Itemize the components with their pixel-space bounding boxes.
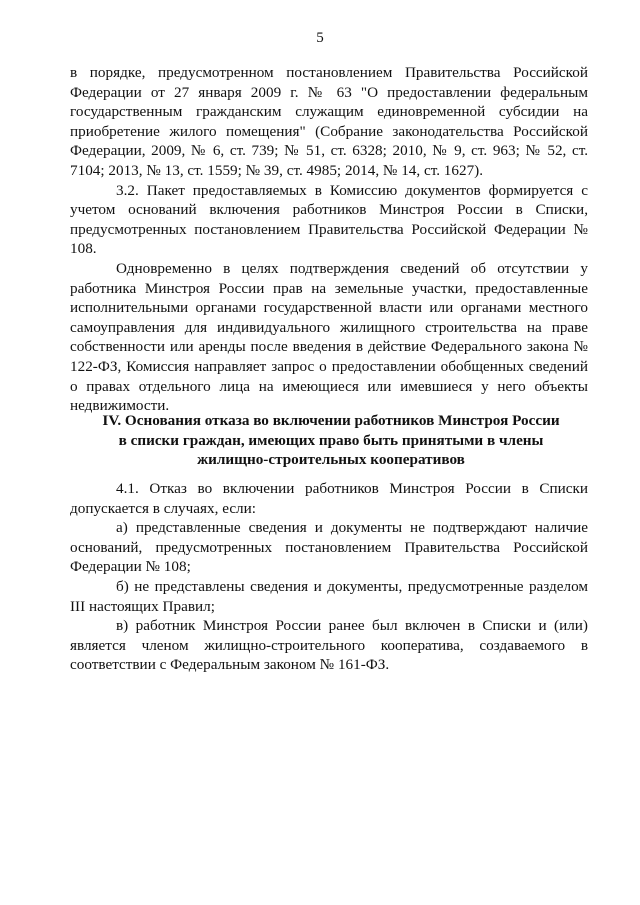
list-item-a: а) представленные сведения и документы не подтверждают наличие оснований, предусмотренных постановлением Правительства Российской Федерации № 108; [70,519,588,576]
section-heading: IV. Основания отказа во включении работников Минстроя России в списки граждан, имеющих право быть принятыми в члены жилищно-строительных кооперативов [102,412,560,469]
paragraph-3-2: 3.2. Пакет предоставляемых в Комиссию документов формируется с учетом оснований включения работников Минстроя России в Списки, предусмотренных постановлением Правительства Российской Федерации № 108. [70,181,588,258]
body-bottom [70,479,588,675]
page-number: 5 [316,30,324,46]
paragraph-simultaneously: Одновременно в целях подтверждения сведений об отсутствии у работника Минстроя России прав на земельные участки, предоставленные исполнительными органами государственной власти или органами местного самоуправления для индивидуального жилищного строительства на праве собственности или аренды после введения в действие Федерального закона № 122-ФЗ, Комиссия направляет запрос о предоставлении обобщенных сведений о правах отдельного лица на имеющиеся или имевшиеся у него объекты недвижимости. [70,259,588,415]
paragraph-continuation: в порядке, предусмотренном постановлением Правительства Российской Федерации от 27 января 2009 г. № 63 "О предоставлении федеральным государственным гражданским служащим единовременной субсидии на приобретение жилого помещения" (Собрание законодательства Российской Федерации, 2009, № 6, ст. 739; № 51, ст. 6328; 2010, № 9, ст. 963; № 52, ст. 7104; 2013, № 13, ст. 1559; № 39, ст. 4985; 2014, № 14, ст. 1627). [70,64,588,179]
list-item-b: б) не представлены сведения и документы, предусмотренные разделом III настоящих Правил; [70,577,588,615]
body-top [70,63,588,416]
list-item-c: в) работник Минстроя России ранее был включен в Списки и (или) является членом жилищно-строительного кооператива, создаваемого в соответствии с Федеральным законом № 161-ФЗ. [70,617,588,674]
paragraph-4-1: 4.1. Отказ во включении работников Минстроя России в Списки допускается в случаях, если: [70,480,588,517]
